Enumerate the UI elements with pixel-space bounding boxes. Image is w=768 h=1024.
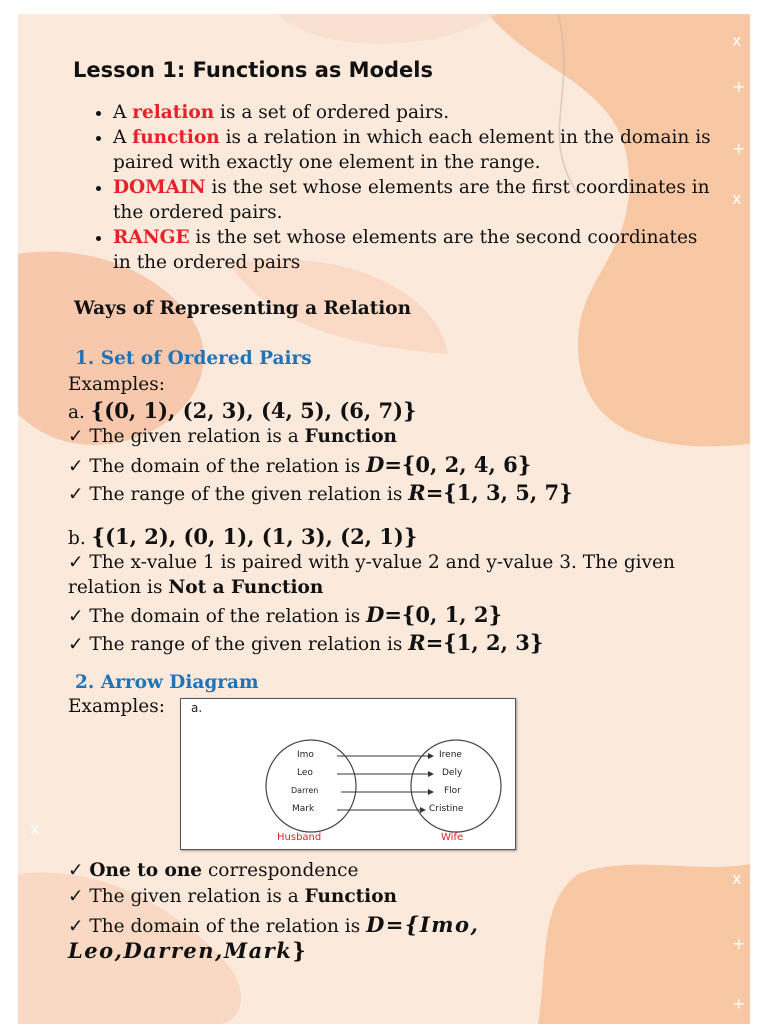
check-line	[68, 602, 502, 627]
domain-variable: D	[366, 452, 385, 477]
definition-keyword: function	[132, 127, 220, 148]
domain-set: D={Imo,	[366, 912, 480, 937]
domain-item: Imo	[297, 750, 314, 760]
example-label: a.	[68, 402, 91, 423]
definition-keyword: DOMAIN	[113, 177, 206, 198]
ordered-pairs: {(𝟏, 𝟐), (𝟎, 𝟏), (𝟏, 𝟑), (𝟐, 𝟏)}	[91, 524, 418, 549]
check-text: ✓ The range of the given relation is	[68, 484, 409, 505]
domain-item: Darren	[291, 786, 319, 795]
example-b-set	[68, 524, 417, 549]
range-item: Flor	[444, 786, 461, 796]
diagram-label: a.	[191, 701, 203, 715]
section2-heading: 2. Arrow Diagram	[75, 672, 259, 693]
domain-caption: Husband	[277, 832, 322, 843]
check-text: ✓ The given relation is a	[68, 426, 305, 447]
example-a-set	[68, 398, 417, 423]
definition-text: is a set of ordered pairs.	[214, 102, 450, 123]
range-caption: Wife	[441, 832, 464, 843]
definition-text: A	[113, 127, 133, 148]
domain-set: Leo,Darren,Mark	[68, 938, 293, 963]
definition-keyword: relation	[132, 102, 215, 123]
domain-variable: D	[366, 602, 385, 627]
check-text: ✓ The x-value 1 is paired with y-value 2 and y-value 3. The given relation is	[68, 552, 675, 598]
range-set: ={𝟏, 𝟐, 𝟑}	[425, 630, 544, 655]
definition-keyword: RANGE	[113, 227, 190, 248]
check-text: ✓	[68, 860, 90, 881]
definition-text: A	[113, 102, 133, 123]
check-text: ✓ The domain of the relation is	[68, 606, 367, 627]
check-line-continuation	[68, 938, 306, 963]
example-label: b.	[68, 528, 92, 549]
ordered-pairs: {(𝟎, 𝟏), (𝟐, 𝟑), (𝟒, 𝟓), (𝟔, 𝟕)}	[90, 398, 417, 423]
arrow-diagram-drawing	[181, 699, 515, 849]
check-bold: Function	[304, 426, 397, 447]
domain-set-close: }	[292, 938, 306, 963]
svg-text:x: x	[732, 189, 742, 208]
lesson-title: Lesson 1: Functions as Models	[73, 58, 433, 82]
check-line	[68, 550, 688, 600]
domain-item: Mark	[292, 804, 315, 814]
definition-list	[88, 100, 713, 275]
definition-item	[113, 175, 713, 225]
domain-item: Leo	[297, 768, 313, 778]
definition-text: is the set whose elements are the second coordinates in the ordered pairs	[113, 227, 698, 273]
range-item: Cristine	[429, 804, 464, 814]
range-variable: R	[408, 630, 426, 655]
check-bold: Not a Function	[168, 577, 324, 598]
examples-label: Examples:	[68, 696, 165, 717]
check-line	[68, 860, 358, 881]
arrow-diagram	[180, 698, 516, 850]
check-text: correspondence	[202, 860, 359, 881]
range-variable: R	[408, 480, 426, 505]
check-line	[68, 912, 479, 937]
definition-text: is a relation in which each element in the domain is paired with exactly one element in the range.	[113, 127, 711, 173]
check-line	[68, 886, 397, 907]
examples-label: Examples:	[68, 374, 165, 395]
range-item: Irene	[439, 750, 462, 760]
svg-text:x: x	[30, 819, 40, 838]
document-page	[18, 14, 750, 1024]
range-item: Dely	[442, 768, 463, 778]
check-text: ✓ The given relation is a	[68, 886, 305, 907]
svg-text:+: +	[732, 139, 746, 158]
definition-item	[113, 225, 713, 275]
svg-text:+: +	[732, 994, 746, 1013]
check-bold: Function	[304, 886, 397, 907]
check-line	[68, 452, 531, 477]
check-bold: One to one	[89, 860, 203, 881]
svg-text:+: +	[732, 934, 746, 953]
ways-heading: Ways of Representing a Relation	[74, 298, 412, 319]
definition-item	[113, 100, 713, 125]
check-text: ✓ The domain of the relation is	[68, 456, 367, 477]
definition-text: is the set whose elements are the first coordinates in the ordered pairs.	[113, 177, 710, 223]
check-line	[68, 426, 397, 447]
definition-item	[113, 125, 713, 175]
svg-text:+: +	[732, 77, 746, 96]
domain-set: ={𝟎, 𝟐, 𝟒, 𝟔}	[384, 452, 532, 477]
check-line	[68, 630, 543, 655]
range-set: ={𝟏, 𝟑, 𝟓, 𝟕}	[425, 480, 573, 505]
check-line	[68, 480, 573, 505]
check-text: ✓ The range of the given relation is	[68, 634, 409, 655]
check-text: ✓ The domain of the relation is	[68, 916, 367, 937]
svg-text:x: x	[732, 869, 742, 888]
section1-heading: 1. Set of Ordered Pairs	[75, 348, 312, 369]
domain-set: ={𝟎, 𝟏, 𝟐}	[384, 602, 502, 627]
svg-text:x: x	[732, 31, 742, 50]
